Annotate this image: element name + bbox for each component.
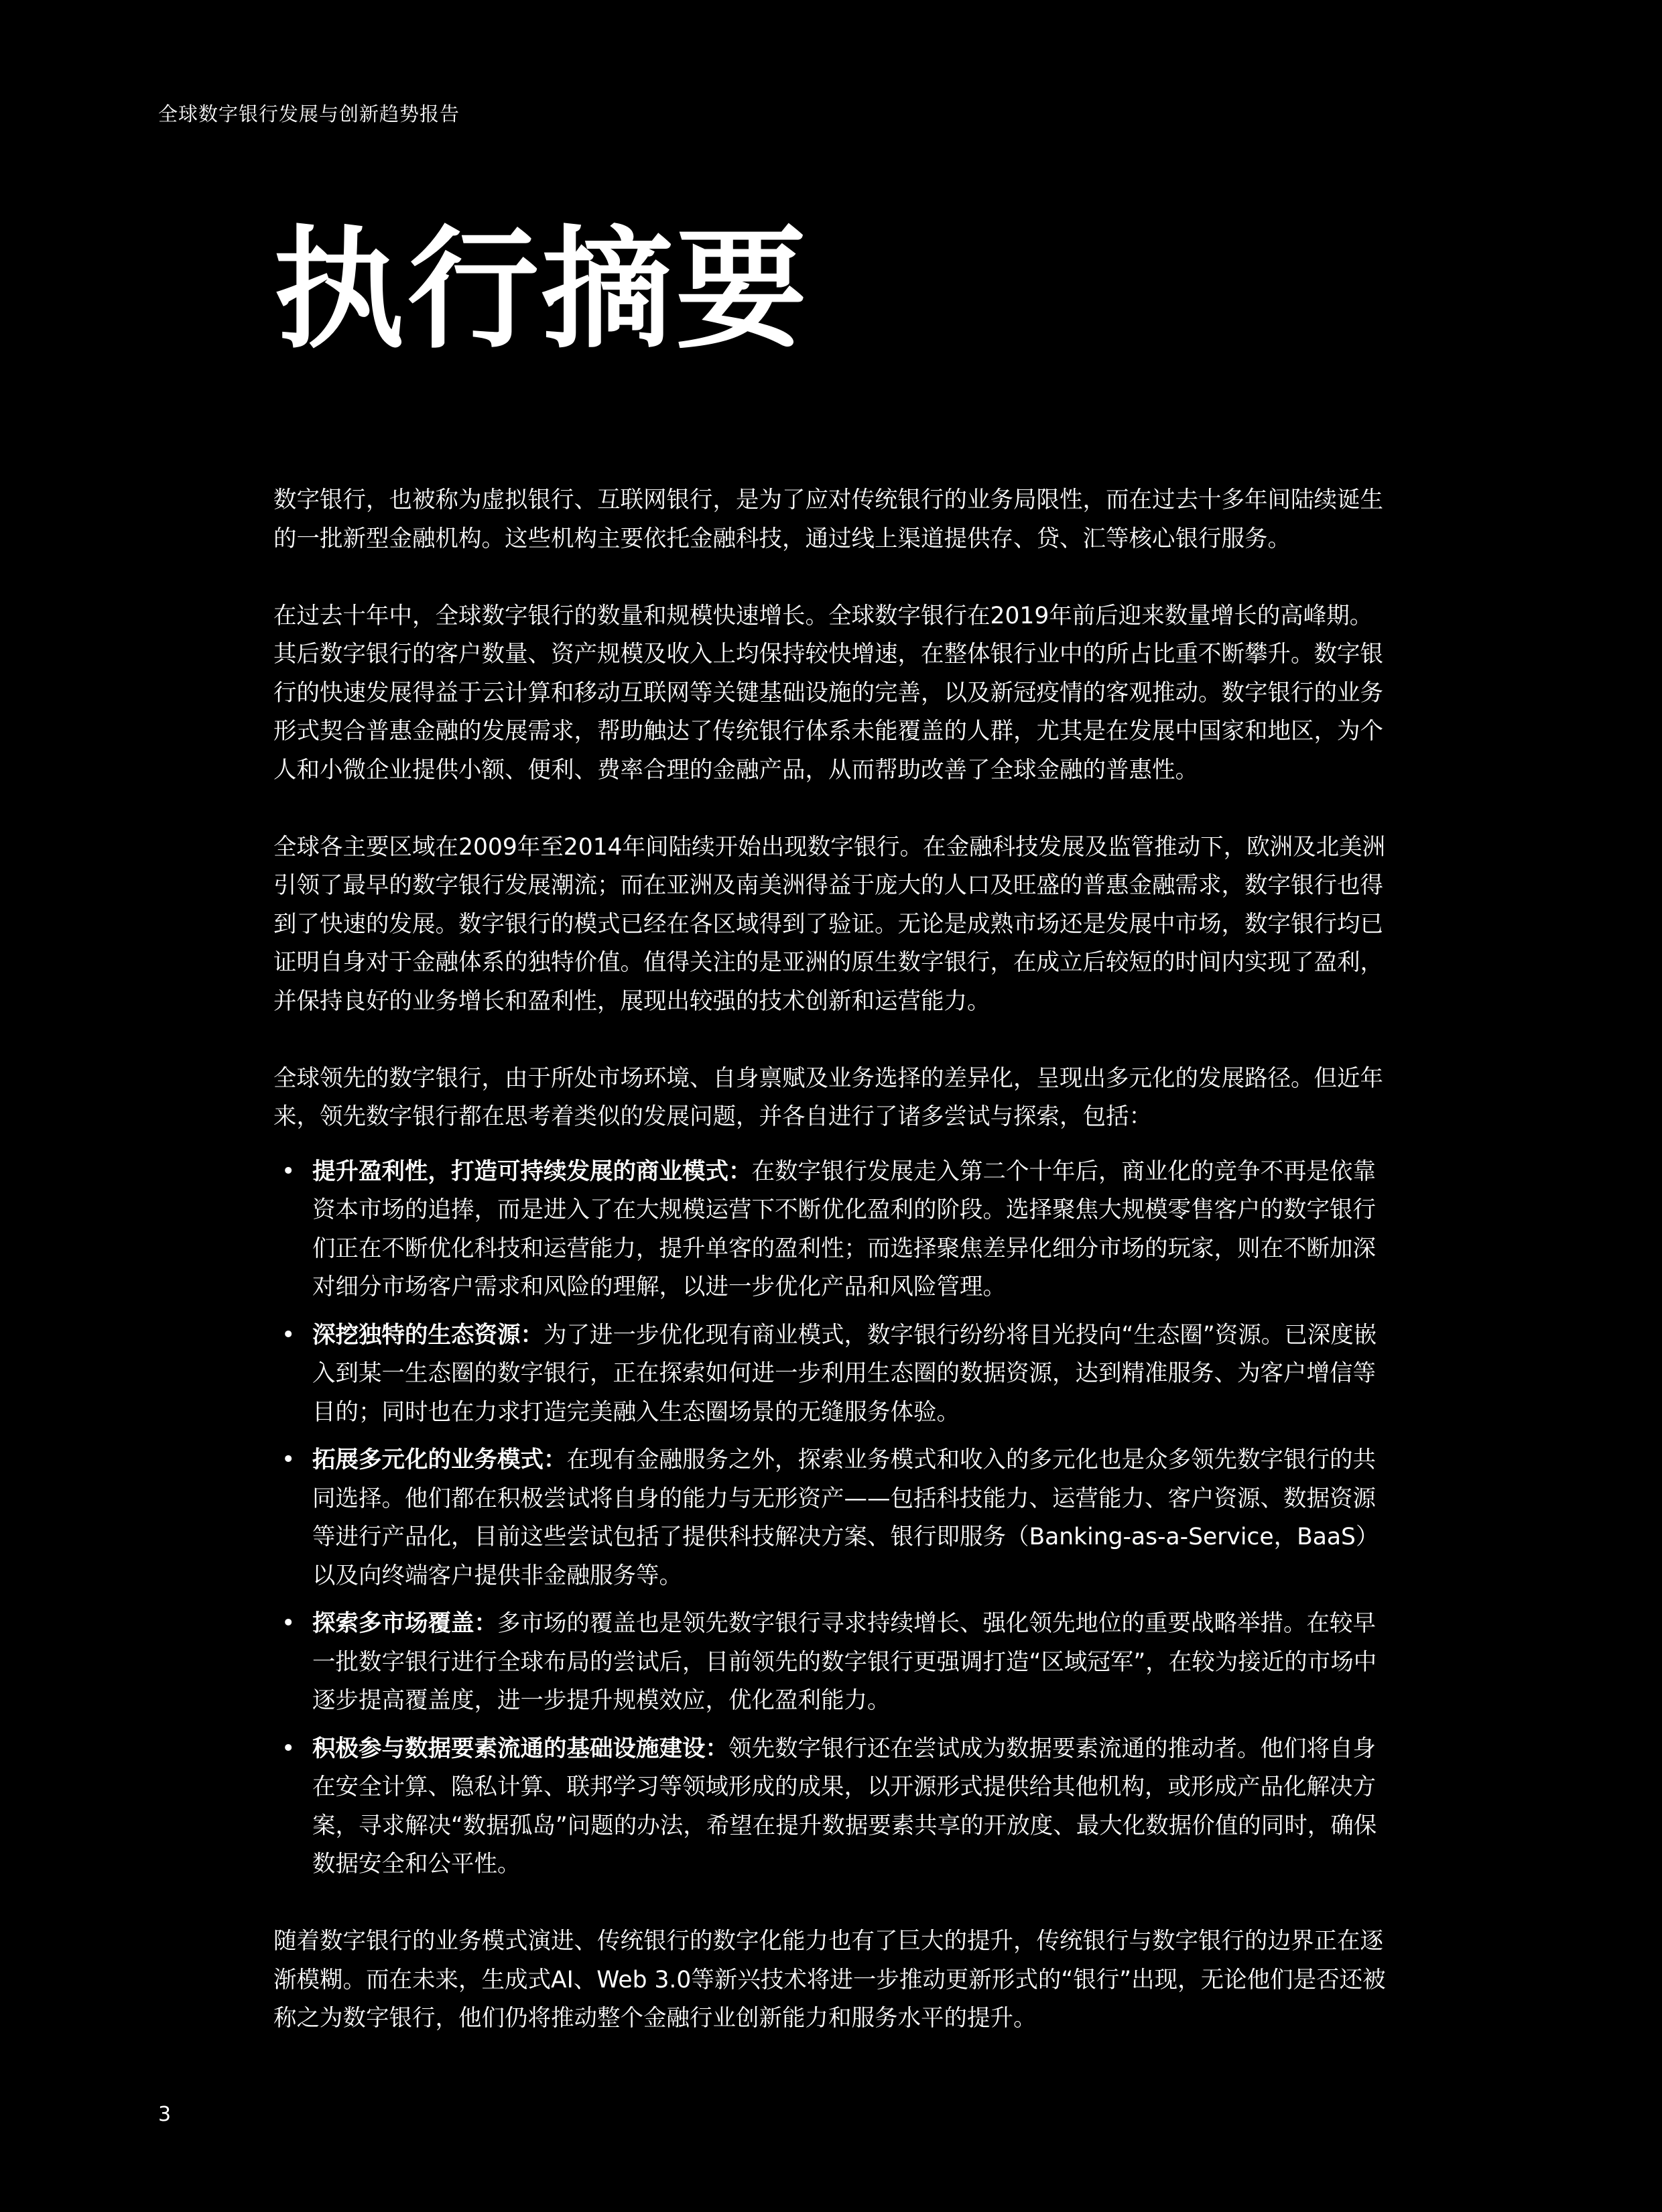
paragraph-closing: 随着数字银行的业务模式演进、传统银行的数字化能力也有了巨大的提升，传统银行与数字银行的边界正在逐渐模糊。而在未来，生成式AI、Web 3.0等新兴技术将进一步推动更新形式的“银行”出现，无论他们是否还被称之为数字银行，他们仍将推动整个金融行业创新能力和服务水平的提升。 <box>273 1928 1386 2032</box>
paragraph-intro: 数字银行，也被称为虚拟银行、互联网银行，是为了应对传统银行的业务局限性，而在过去十多年间陆续诞生的一批新型金融机构。这些机构主要依托金融科技，通过线上渠道提供存、贷、汇等核心银行服务。 <box>273 487 1383 552</box>
list-item-lead: 深挖独特的生态资源： <box>312 1321 544 1349</box>
paragraph-paths: 全球领先的数字银行，由于所处市场环境、自身禀赋及业务选择的差异化，呈现出多元化的发展路径。但近年来，领先数字银行都在思考着类似的发展问题，并各自进行了诸多尝试与探索，包括： <box>273 1064 1383 1130</box>
paragraph-regions: 全球各主要区域在2009年至2014年间陆续开始出现数字银行。在金融科技发展及监管推动下，欧洲及北美洲引领了最早的数字银行发展潮流；而在亚洲及南美洲得益于庞大的人口及旺盛的普惠金融需求，数字银行也得到了快速的发展。数字银行的模式已经在各区域得到了验证。无论是成熟市场还是发展中市场，数字银行均已证明自身对于金融体系的独特价值。值得关注的是亚洲的原生数字银行，在成立后较短的时间内实现了盈利，并保持良好的业务增长和盈利性，展现出较强的技术创新和运营能力。 <box>273 833 1386 1015</box>
list-item-text: 在现有金融服务之外，探索业务模式和收入的多元化也是众多领先数字银行的共同选择。他们都在积极尝试将自身的能力与无形资产——包括科技能力、运营能力、客户资源、数据资源等进行产品化，目前这些尝试包括了提供科技解决方案、银行即服务（Banking-as-a-Service，BaaS）以及向终端客户提供非金融服务等。 <box>312 1447 1379 1589</box>
list-item-lead: 积极参与数据要素流通的基础设施建设： <box>312 1735 728 1762</box>
list-item-text: 为了进一步优化现有商业模式，数字银行纷纷将目光投向“生态圈”资源。已深度嵌入到某一生态圈的数字银行，正在探索如何进一步利用生态圈的数据资源，达到精准服务、为客户增信等目的；同时也在力求打造完美融入生态圈场景的无缝服务体验。 <box>312 1321 1377 1426</box>
bullet-icon: • <box>281 1610 296 1637</box>
list-item-text: 领先数字银行还在尝试成为数据要素流通的推动者。他们将自身在安全计算、隐私计算、联邦学习等领域形成的成果，以开源形式提供给其他机构，或形成产品化解决方案，寻求解决“数据孤岛”问题的办法，希望在提升数据要素共享的开放度、最大化数据价值的同时，确保数据安全和公平性。 <box>312 1735 1377 1878</box>
bullet-icon: • <box>281 1447 296 1473</box>
list-item <box>273 1441 1386 1595</box>
page-number: 3 <box>158 2103 172 2126</box>
list-item-lead: 提升盈利性，打造可持续发展的商业模式： <box>312 1158 752 1185</box>
bullet-list <box>273 1153 1386 1884</box>
running-header: 全球数字银行发展与创新趋势报告 <box>158 103 460 125</box>
list-item-lead: 探索多市场覆盖： <box>312 1610 497 1637</box>
list-item <box>273 1605 1386 1721</box>
paragraph-growth: 在过去十年中，全球数字银行的数量和规模快速增长。全球数字银行在2019年前后迎来数量增长的高峰期。其后数字银行的客户数量、资产规模及收入上均保持较快增速，在整体银行业中的所占比重不断攀升。数字银行的快速发展得益于云计算和移动互联网等关键基础设施的完善，以及新冠疫情的客观推动。数字银行的业务形式契合普惠金融的发展需求，帮助触达了传统银行体系未能覆盖的人群，尤其是在发展中国家和地区，为个人和小微企业提供小额、便利、费率合理的金融产品，从而帮助改善了全球金融的普惠性。 <box>273 602 1383 784</box>
bullet-icon: • <box>281 1158 296 1185</box>
bullet-icon: • <box>281 1321 296 1349</box>
list-item-text: 在数字银行发展走入第二个十年后，商业化的竞争不再是依靠资本市场的追捧，而是进入了在大规模运营下不断优化盈利的阶段。选择聚焦大规模零售客户的数字银行们正在不断优化科技和运营能力，提升单客的盈利性；而选择聚焦差异化细分市场的玩家，则在不断加深对细分市场客户需求和风险的理解，以进一步优化产品和风险管理。 <box>312 1158 1376 1300</box>
bullet-icon: • <box>281 1735 296 1762</box>
page-title: 执行摘要 <box>273 214 810 367</box>
list-item <box>273 1730 1386 1884</box>
list-item-lead: 拓展多元化的业务模式： <box>312 1447 567 1473</box>
list-item <box>273 1316 1386 1432</box>
list-item-text: 多市场的覆盖也是领先数字银行寻求持续增长、强化领先地位的重要战略举措。在较早一批数字银行进行全球布局的尝试后，目前领先的数字银行更强调打造“区域冠军”，在较为接近的市场中逐步提高覆盖度，进一步提升规模效应，优化盈利能力。 <box>312 1610 1377 1714</box>
body-content <box>273 481 1386 2077</box>
list-item <box>273 1153 1386 1307</box>
